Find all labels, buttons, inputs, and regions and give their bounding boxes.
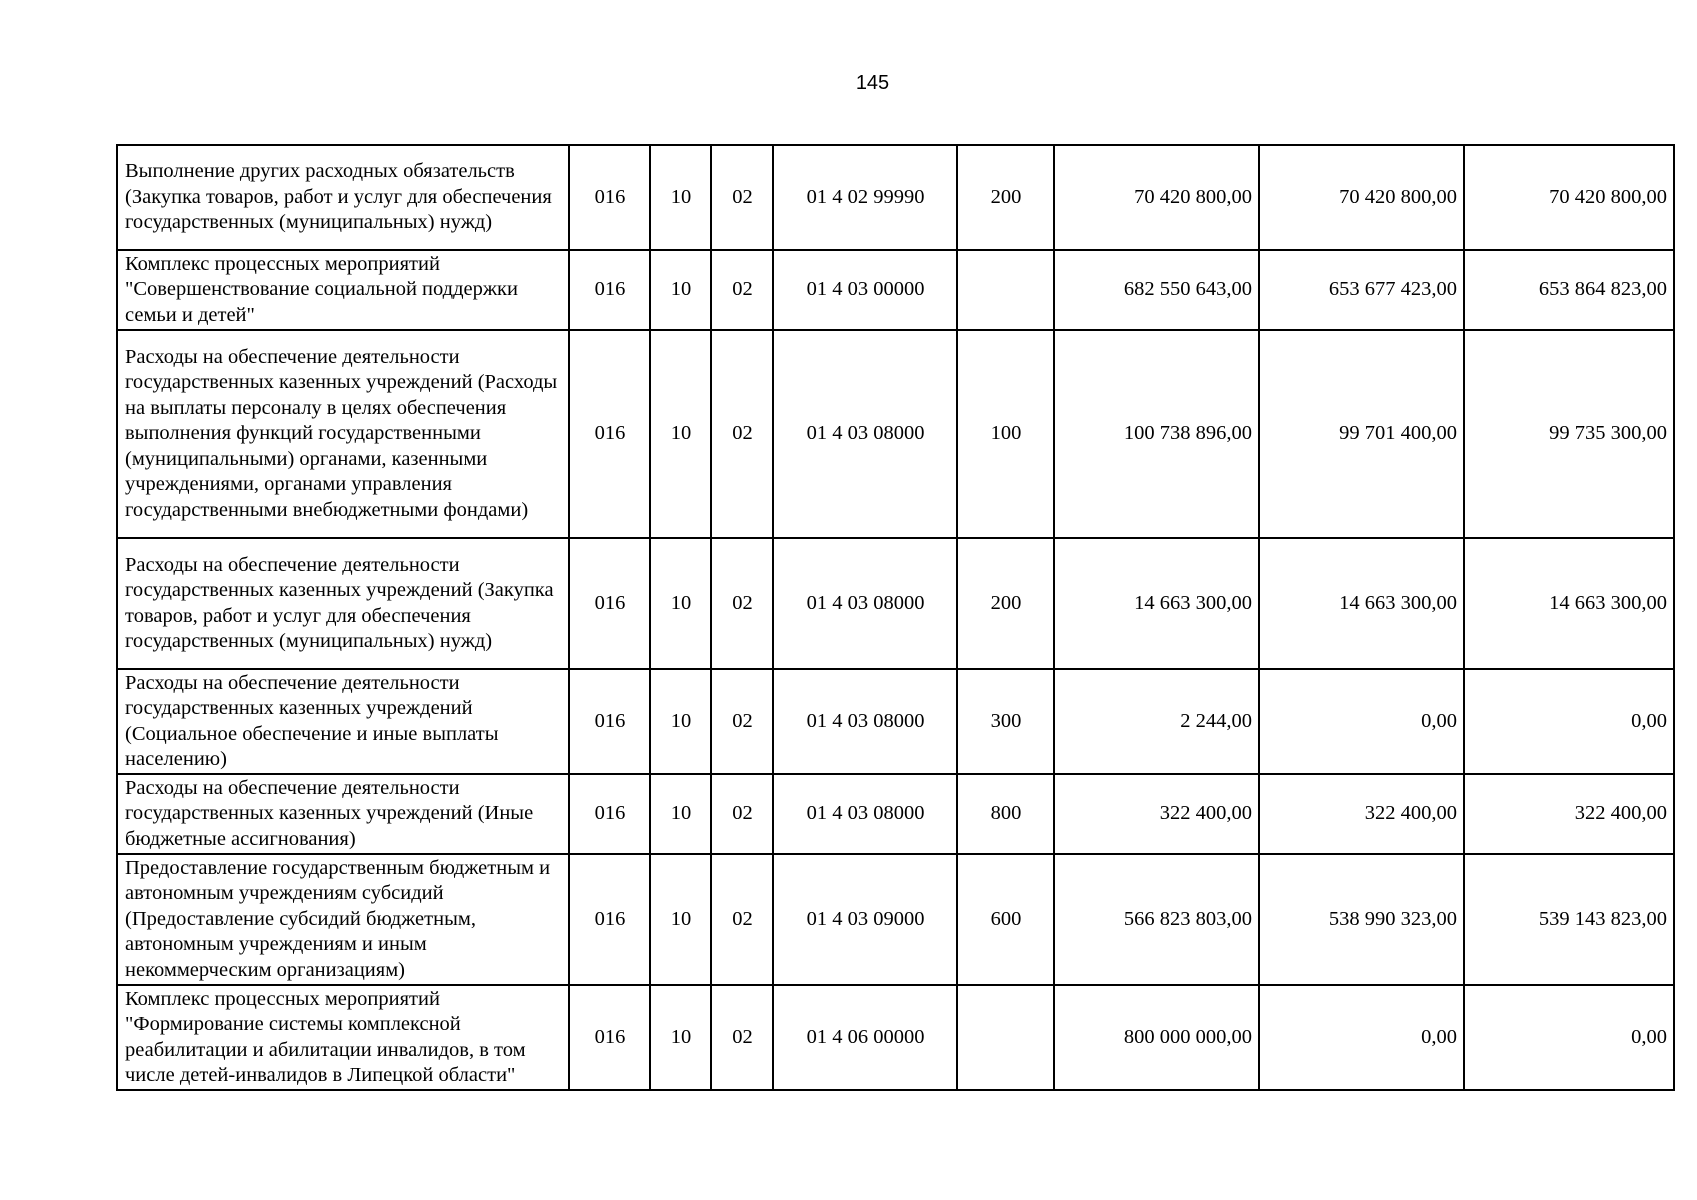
section-code: 10 [650,250,711,330]
amount-year-3: 539 143 823,00 [1464,854,1674,985]
subsection-code: 02 [711,538,773,669]
amount-year-2: 653 677 423,00 [1259,250,1464,330]
ministry-code: 016 [569,774,650,854]
ministry-code: 016 [569,538,650,669]
section-code: 10 [650,854,711,985]
amount-year-1: 100 738 896,00 [1054,330,1259,538]
expense-type-code [957,985,1054,1090]
amount-year-1: 2 244,00 [1054,669,1259,774]
ministry-code: 016 [569,854,650,985]
expense-name: Расходы на обеспечение деятельности государственных казенных учреждений (Расходы на выплаты персоналу в целях обеспечения выполнения функций государственными (муниципальными) органами, казенными учреждениями, органами управления государственными внебюджетными фондами) [117,330,569,538]
target-article-code: 01 4 03 08000 [773,774,957,854]
amount-year-3: 322 400,00 [1464,774,1674,854]
expense-name: Расходы на обеспечение деятельности государственных казенных учреждений (Социальное обеспечение и иные выплаты населению) [117,669,569,774]
section-code: 10 [650,774,711,854]
expense-type-code [957,250,1054,330]
amount-year-3: 70 420 800,00 [1464,145,1674,250]
ministry-code: 016 [569,250,650,330]
amount-year-1: 682 550 643,00 [1054,250,1259,330]
target-article-code: 01 4 03 08000 [773,538,957,669]
section-code: 10 [650,985,711,1090]
ministry-code: 016 [569,669,650,774]
amount-year-1: 70 420 800,00 [1054,145,1259,250]
amount-year-3: 14 663 300,00 [1464,538,1674,669]
expense-name: Расходы на обеспечение деятельности государственных казенных учреждений (Иные бюджетные ассигнования) [117,774,569,854]
amount-year-1: 322 400,00 [1054,774,1259,854]
table-row [117,774,1674,854]
amount-year-3: 653 864 823,00 [1464,250,1674,330]
amount-year-2: 0,00 [1259,985,1464,1090]
subsection-code: 02 [711,854,773,985]
amount-year-1: 800 000 000,00 [1054,985,1259,1090]
expense-name: Комплекс процессных мероприятий "Формирование системы комплексной реабилитации и абилитации инвалидов, в том числе детей-инвалидов в Липецкой области" [117,985,569,1090]
target-article-code: 01 4 03 00000 [773,250,957,330]
page-number: 145 [855,72,890,94]
table-row [117,854,1674,985]
amount-year-1: 14 663 300,00 [1054,538,1259,669]
table-row [117,669,1674,774]
table-row [117,330,1674,538]
amount-year-3: 99 735 300,00 [1464,330,1674,538]
amount-year-3: 0,00 [1464,985,1674,1090]
expense-name: Предоставление государственным бюджетным и автономным учреждениям субсидий (Предоставление субсидий бюджетным, автономным учреждениям и иным некоммерческим организациям) [117,854,569,985]
ministry-code: 016 [569,985,650,1090]
amount-year-2: 0,00 [1259,669,1464,774]
subsection-code: 02 [711,669,773,774]
amount-year-2: 14 663 300,00 [1259,538,1464,669]
expense-type-code: 800 [957,774,1054,854]
amount-year-3: 0,00 [1464,669,1674,774]
amount-year-1: 566 823 803,00 [1054,854,1259,985]
subsection-code: 02 [711,774,773,854]
amount-year-2: 538 990 323,00 [1259,854,1464,985]
section-code: 10 [650,669,711,774]
target-article-code: 01 4 03 08000 [773,330,957,538]
table-row [117,538,1674,669]
expense-type-code: 600 [957,854,1054,985]
amount-year-2: 99 701 400,00 [1259,330,1464,538]
subsection-code: 02 [711,145,773,250]
expense-type-code: 200 [957,145,1054,250]
ministry-code: 016 [569,330,650,538]
expense-name: Расходы на обеспечение деятельности государственных казенных учреждений (Закупка товаров, работ и услуг для обеспечения государственных (муниципальных) нужд) [117,538,569,669]
expense-type-code: 300 [957,669,1054,774]
target-article-code: 01 4 03 09000 [773,854,957,985]
table-row [117,250,1674,330]
expense-type-code: 100 [957,330,1054,538]
budget-table [116,144,1675,1091]
section-code: 10 [650,330,711,538]
expense-name: Выполнение других расходных обязательств (Закупка товаров, работ и услуг для обеспечения государственных (муниципальных) нужд) [117,145,569,250]
subsection-code: 02 [711,250,773,330]
target-article-code: 01 4 03 08000 [773,669,957,774]
subsection-code: 02 [711,985,773,1090]
subsection-code: 02 [711,330,773,538]
amount-year-2: 322 400,00 [1259,774,1464,854]
expense-type-code: 200 [957,538,1054,669]
target-article-code: 01 4 06 00000 [773,985,957,1090]
table-row [117,145,1674,250]
amount-year-2: 70 420 800,00 [1259,145,1464,250]
table-row [117,985,1674,1090]
section-code: 10 [650,538,711,669]
ministry-code: 016 [569,145,650,250]
target-article-code: 01 4 02 99990 [773,145,957,250]
expense-name: Комплекс процессных мероприятий "Совершенствование социальной поддержки семьи и детей" [117,250,569,330]
section-code: 10 [650,145,711,250]
